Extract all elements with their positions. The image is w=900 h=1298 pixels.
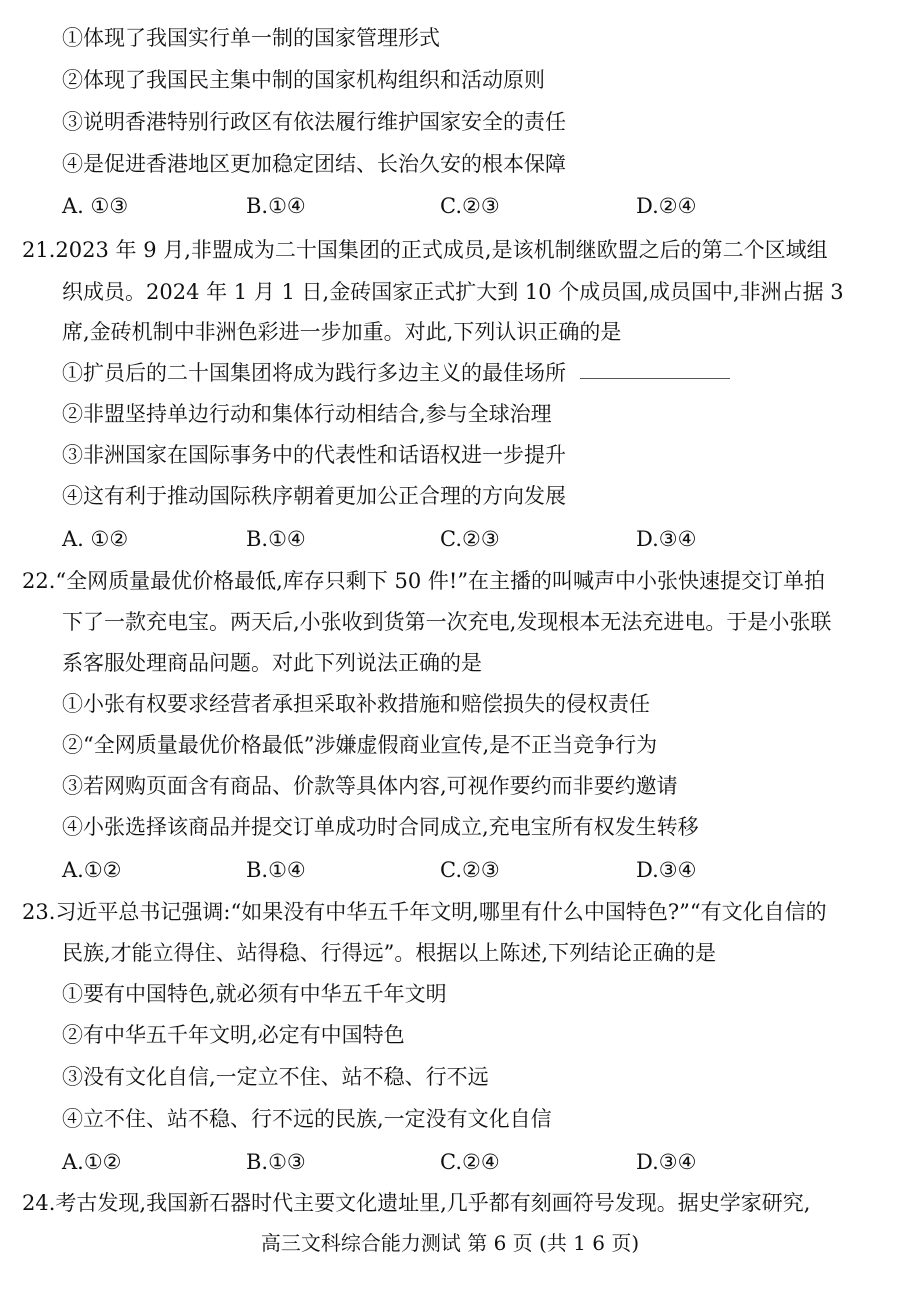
q22-item-2: ②“全网质量最优价格最低”涉嫌虚假商业宣传,是不正当竞争行为 (62, 733, 658, 757)
q22-stem-1: 22.“全网质量最优价格最低,库存只剩下 50 件!”在主播的叫喊声中小张快速提交订单拍 (22, 569, 826, 593)
q23-item-1: ①要有中国特色,就必须有中华五千年文明 (62, 982, 447, 1006)
prev-choice-a: A. ①③ (62, 194, 129, 218)
q21-item-2: ②非盟坚持单边行动和集体行动相结合,参与全球治理 (62, 402, 552, 426)
q22-stem-3: 系客服处理商品问题。对此下列说法正确的是 (62, 651, 482, 675)
q22-choice-a: A.①② (62, 858, 122, 882)
q22-stem-2: 下了一款充电宝。两天后,小张收到货第一次充电,发现根本无法充进电。于是小张联 (62, 610, 832, 634)
q23-item-2: ②有中华五千年文明,必定有中国特色 (62, 1023, 405, 1047)
q23-choice-d: D.③④ (636, 1150, 697, 1174)
q23-stem-2: 民族,才能立得住、站得稳、行得远”。根据以上陈述,下列结论正确的是 (62, 941, 717, 965)
prev-item-4: ④是促进香港地区更加稳定团结、长治久安的根本保障 (62, 152, 566, 176)
prev-choice-b: B.①④ (246, 194, 306, 218)
q21-item-3: ③非洲国家在国际事务中的代表性和话语权进一步提升 (62, 443, 566, 467)
q21-stem-3: 席,金砖机制中非洲色彩进一步加重。对此,下列认识正确的是 (62, 320, 622, 344)
page-footer: 高三文科综合能力测试 第 6 页 (共 1 6 页) (260, 1231, 640, 1255)
q21-stem-2: 织成员。2024 年 1 月 1 日,金砖国家正式扩大到 10 个成员国,成员国中,非洲占据 3 (62, 280, 844, 304)
q22-item-3: ③若网购页面含有商品、价款等具体内容,可视作要约而非要约邀请 (62, 774, 678, 798)
q21-item-1: ①扩员后的二十国集团将成为践行多边主义的最佳场所 (62, 361, 566, 385)
q23-stem-1: 23.习近平总书记强调:“如果没有中华五千年文明,哪里有什么中国特色?”“有文化自信的 (22, 900, 827, 924)
q22-item-4: ④小张选择该商品并提交订单成功时合同成立,充电宝所有权发生转移 (62, 815, 699, 839)
pen-underline (580, 378, 730, 379)
q21-choice-d: D.③④ (636, 527, 697, 551)
q21-choice-a: A. ①② (62, 527, 129, 551)
prev-item-1: ①体现了我国实行单一制的国家管理形式 (62, 26, 440, 50)
q22-choice-d: D.③④ (636, 858, 697, 882)
q21-choice-b: B.①④ (246, 527, 306, 551)
q21-item-4: ④这有利于推动国际秩序朝着更加公正合理的方向发展 (62, 484, 566, 508)
prev-item-2: ②体现了我国民主集中制的国家机构组织和活动原则 (62, 68, 545, 92)
q21-stem-1: 21.2023 年 9 月,非盟成为二十国集团的正式成员,是该机制继欧盟之后的第二个区域组 (22, 238, 828, 262)
q22-choice-b: B.①④ (246, 858, 306, 882)
q22-item-1: ①小张有权要求经营者承担采取补救措施和赔偿损失的侵权责任 (62, 692, 650, 716)
prev-choice-d: D.②④ (636, 194, 697, 218)
prev-item-3: ③说明香港特别行政区有依法履行维护国家安全的责任 (62, 110, 566, 134)
q23-item-4: ④立不住、站不稳、行不远的民族,一定没有文化自信 (62, 1107, 552, 1131)
q24-stem-1: 24.考古发现,我国新石器时代主要文化遗址里,几乎都有刻画符号发现。据史学家研究, (22, 1191, 811, 1215)
q23-choice-c: C.②④ (440, 1150, 500, 1174)
q23-choice-b: B.①③ (246, 1150, 306, 1174)
prev-choice-c: C.②③ (440, 194, 500, 218)
q21-choice-c: C.②③ (440, 527, 500, 551)
q23-choice-a: A.①② (62, 1150, 122, 1174)
q23-item-3: ③没有文化自信,一定立不住、站不稳、行不远 (62, 1065, 489, 1089)
q22-choice-c: C.②③ (440, 858, 500, 882)
